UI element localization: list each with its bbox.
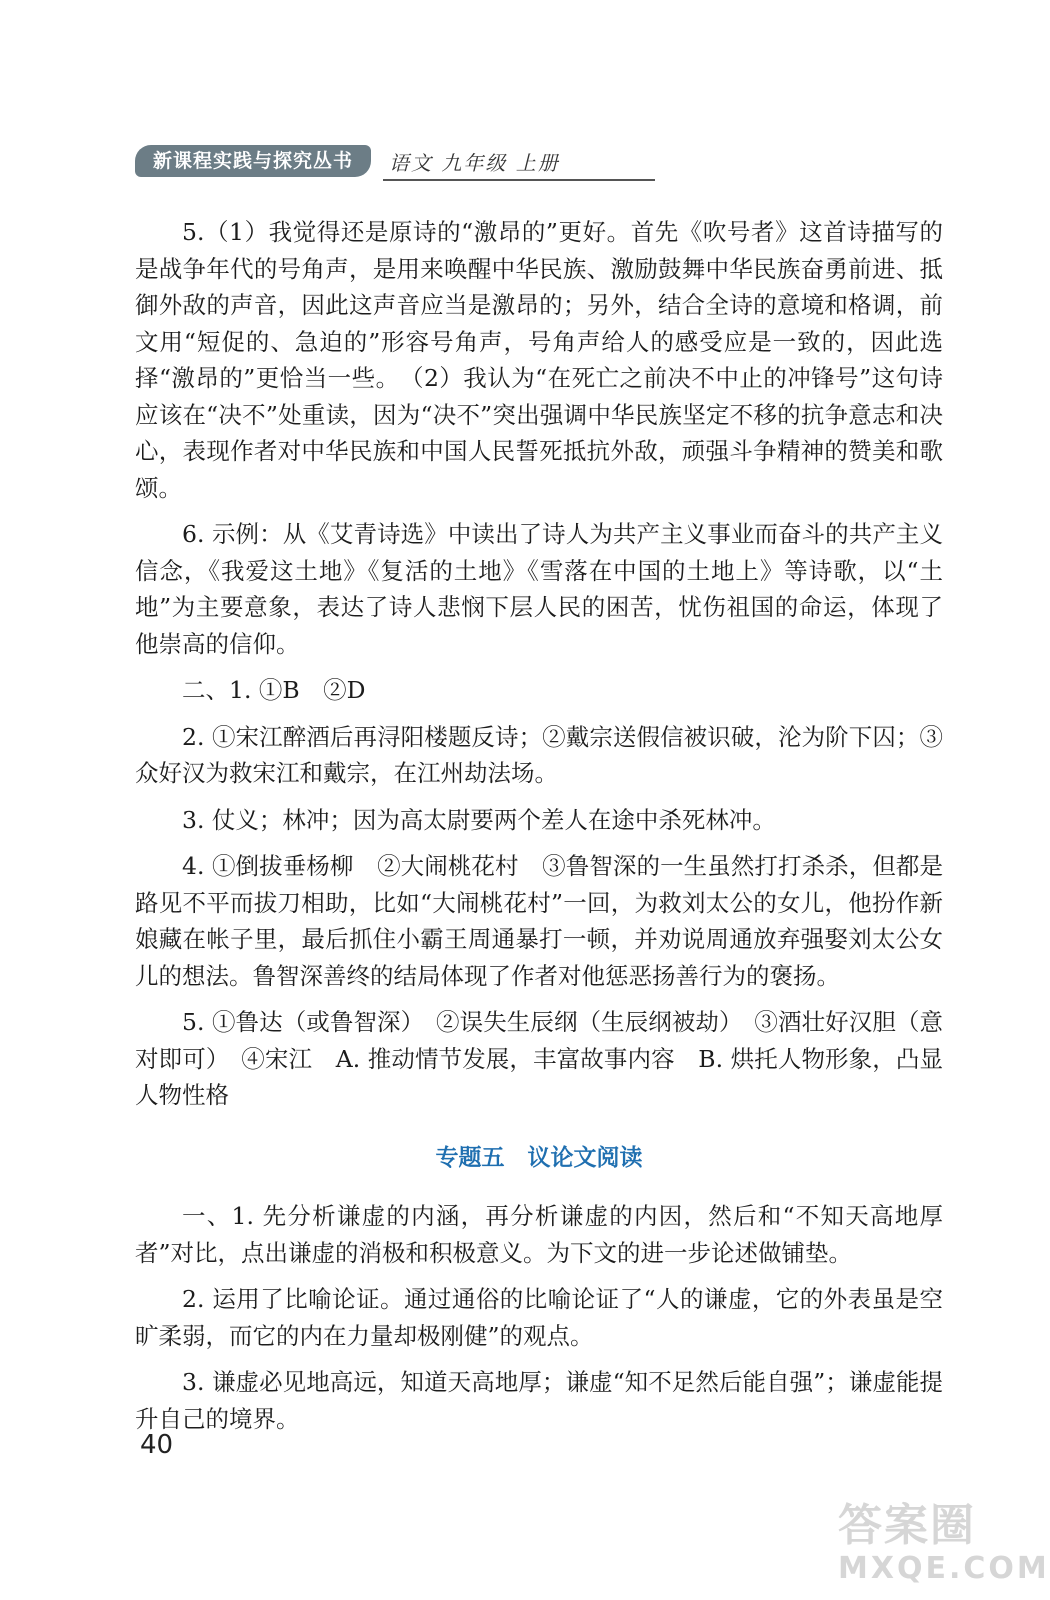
answer-paragraph: 2. 运用了比喻论证。通过通俗的比喻论证了“人的谦虚，它的外表虽是空旷柔弱，而它的内在力量却极刚健”的观点。 <box>135 1285 943 1350</box>
subject-label: 语文 九年级 上册 <box>389 151 560 175</box>
answer-paragraph: 3. 仗义；林冲；因为高太尉要两个差人在途中杀死林冲。 <box>182 805 776 834</box>
answer-paragraph: 4. ①倒拔垂杨柳 ②大闹桃花村 ③鲁智深的一生虽然打打杀杀，但都是路见不平而拔刀相助，比如“大闹桃花村”一回，为救刘太公的女儿，他扮作新娘藏在帐子里，最后抓住小霸王周通暴打一顿，并劝说周通放弃强娶刘太公女儿的想法。鲁智深善终的结局体现了作者对他惩恶扬善行为的褒扬。 <box>135 852 943 990</box>
answer-paragraph: 5.（1）我觉得还是原诗的“激昂的”更好。首先《吹号者》这首诗描写的是战争年代的号角声，是用来唤醒中华民族、激励鼓舞中华民族奋勇前进、抵御外敌的声音，因此这声音应当是激昂的；另外，结合全诗的意境和格调，前文用“短促的、急迫的”形容号角声，号角声给人的感受应是一致的，因此选择“激昂的”更恰当一些。 （2）我认为“在死亡之前决不中止的冲锋号”这句诗应该在“决不”处重读，因为“决不”突出强调中华民族坚定不移的抗争意志和决心，表现作者对中华民族和中国人民誓死抵抗外敌，顽强斗争精神的赞美和歌颂。 <box>135 218 943 502</box>
answer-paragraph: 2. ①宋江醉酒后再浔阳楼题反诗；②戴宗送假信被识破，沦为阶下囚；③众好汉为救宋江和戴宗，在江州劫法场。 <box>135 722 943 787</box>
section-title: 专题五 议论文阅读 <box>435 1144 643 1171</box>
answer-paragraph: 二、1. ①B ②D <box>182 676 366 704</box>
watermark-logo <box>838 1500 1050 1592</box>
page-number: 40 <box>140 1430 174 1460</box>
answer-paragraph: 5. ①鲁达（或鲁智深） ②误失生辰纲（生辰纲被劫） ③酒壮好汉胆（意对即可） ④宋江 A. 推动情节发展，丰富故事内容 B. 烘托人物形象，凸显人物性格 <box>135 1008 943 1109</box>
answer-content <box>135 214 943 1447</box>
header-rule <box>383 179 655 181</box>
page-header <box>135 145 1015 183</box>
answer-paragraph: 一、1. 先分析谦虚的内涵，再分析谦虚的内因，然后和“不知天高地厚者”对比，点出谦虚的消极和积极意义。为下文的进一步论述做铺垫。 <box>135 1202 943 1267</box>
series-title-badge: 新课程实践与探究丛书 <box>135 145 371 177</box>
answer-paragraph: 3. 谦虚必见地高远，知道天高地厚；谦虚“知不足然后能自强”；谦虚能提升自己的境界。 <box>135 1368 943 1433</box>
answer-paragraph: 6. 示例：从《艾青诗选》中读出了诗人为共产主义事业而奋斗的共产主义信念，《我爱这土地》《复活的土地》《雪落在中国的土地上》等诗歌，以“土地”为主要意象，表达了诗人悲悯下层人民的困苦，忧伤祖国的命运，体现了他崇高的信仰。 <box>135 520 943 658</box>
watermark-top-text: 答案圈 <box>838 1500 976 1551</box>
watermark-bottom-text: MXQE.COM <box>838 1551 1050 1586</box>
